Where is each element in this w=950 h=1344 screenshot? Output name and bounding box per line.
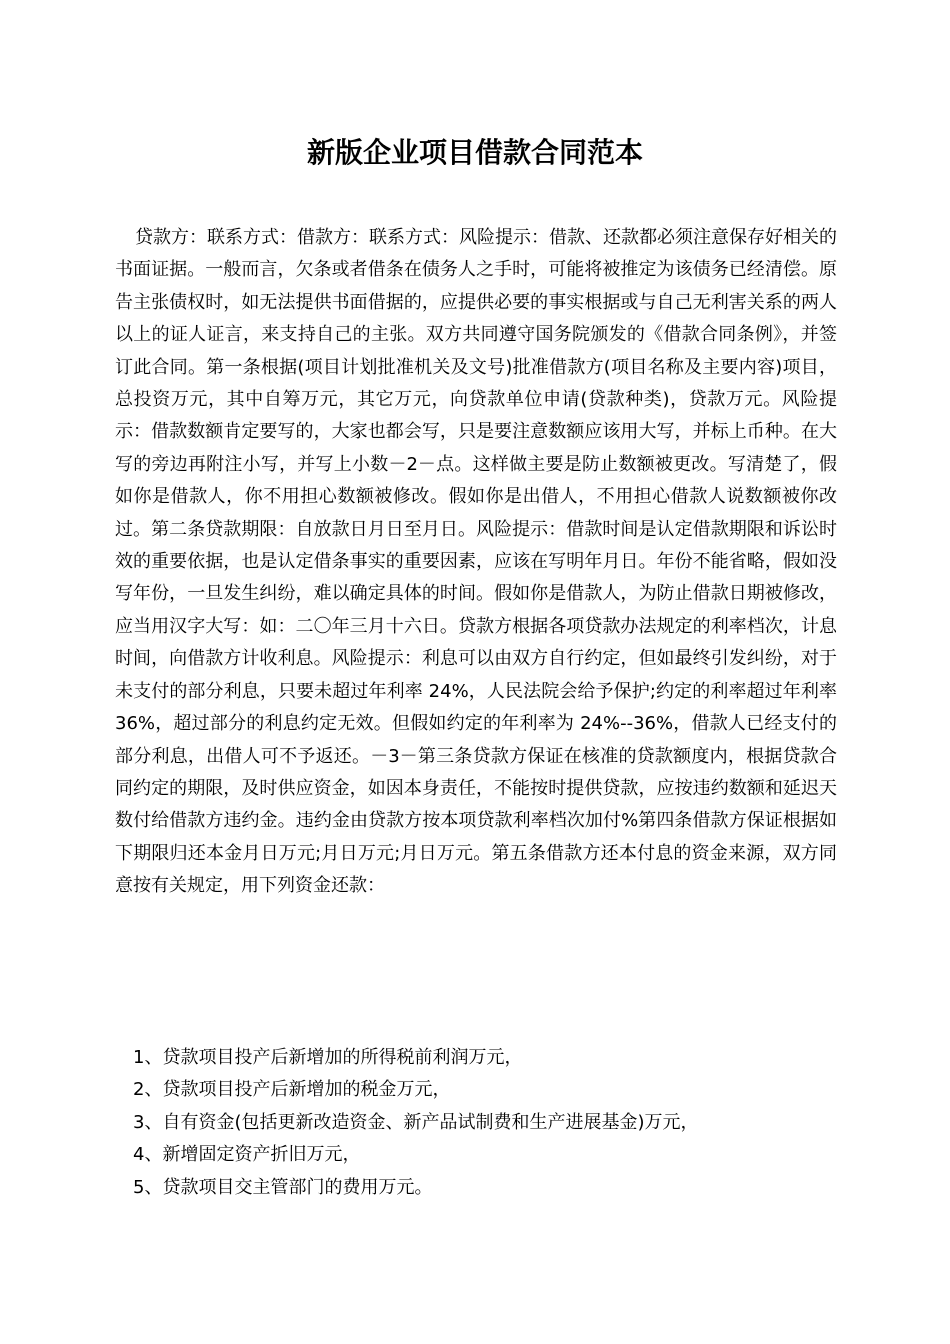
document-body xyxy=(115,222,837,903)
repayment-source-list xyxy=(133,1042,837,1204)
list-item: 1、贷款项目投产后新增加的所得税前利润万元， xyxy=(133,1047,523,1068)
list-item: 3、自有资金(包括更新改造资金、新产品试制费和生产进展基金)万元， xyxy=(133,1111,699,1133)
list-item: 4、新增固定资产折旧万元， xyxy=(133,1144,361,1166)
list-item: 5、贷款项目交主管部门的费用万元。 xyxy=(133,1176,433,1198)
body-paragraph: 贷款方：联系方式：借款方：联系方式：风险提示：借款、还款都必须注意保存好相关的书面证据。一般而言，欠条或者借条在债务人之手时，可能将被推定为该债务已经清偿。原告主张债权时，如无法提供书面借据的，应提供必要的事实根据或与自己无利害关系的两人以上的证人证言，来支持自己的主张。双方共同遵守国务院颁发的《借款合同条例》，并签订此合同。第一条根据(项目计划批准机关及文号)批准借款方(项目名称及主要内容)项目，总投资万元，其中自筹万元，其它万元，向贷款单位申请(贷款种类)，贷款万元。风险提示：借款数额肯定要写的，大家也都会写，只是要注意数额应该用大写，并标上币种。在大写的旁边再附注小写，并写上小数－2－点。这样做主要是防止数额被更改。写清楚了，假如你是借款人，你不用担心数额被修改。假如你是出借人，不用担心借款人说数额被你改过。第二条贷款期限：自放款日月日至月日。风险提示：借款时间是认定借款期限和诉讼时效的重要依据，也是认定借条事实的重要因素，应该在写明年月日。年份不能省略，假如没写年份，一旦发生纠纷，难以确定具体的时间。假如你是借款人，为防止借款日期被修改，应当用汉字大写：如：二〇年三月十六日。贷款方根据各项贷款办法规定的利率档次，计息时间，向借款方计收利息。风险提示：利息可以由双方自行约定，但如最终引发纠纷，对于未支付的部分利息，只要未超过年利率 24%，人民法院会给予保护;约定的利率超过年利率 36%，超过部分的利息约定无效。但假如约定的年利率为 24%--36%，借款人已经支付的部分利息，出借人可不予返还。－3－第三条贷款方保证在核准的贷款额度内，根据贷款合同约定的期限，及时供应资金，如因本身责任，不能按时提供贷款，应按违约数额和延迟天数付给借款方违约金。违约金由贷款方按本项贷款利率档次加付%第四条借款方保证根据如下期限归还本金月日万元;月日万元;月日万元。第五条借款方还本付息的资金来源，双方同意按有关规定，用下列资金还款： xyxy=(115,227,837,897)
document-title: 新版企业项目借款合同范本 xyxy=(306,136,643,169)
list-item: 2、贷款项目投产后新增加的税金万元， xyxy=(133,1079,451,1101)
